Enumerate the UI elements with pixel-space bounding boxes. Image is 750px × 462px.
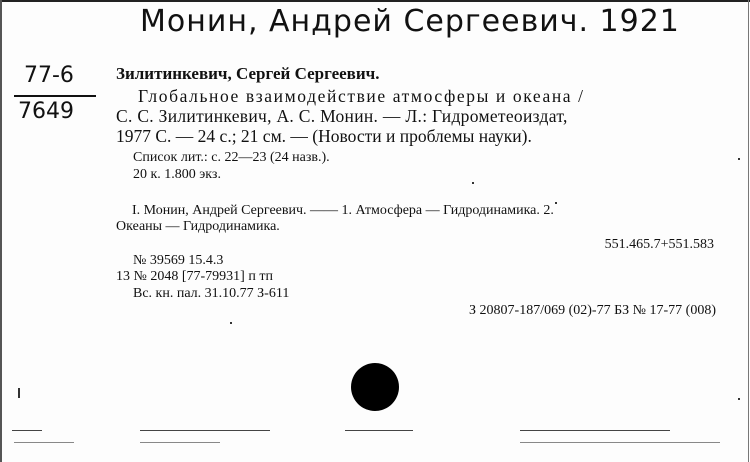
card-top-edge [0,0,750,2]
tracings-line-2: Океаны — Гидродинамика. [116,219,280,234]
speck [230,322,232,324]
speck [18,388,20,398]
footer-rule [345,430,413,431]
title-line-3: 1977 С. — 24 с.; 21 см. — (Новости и проблемы науки). [116,126,532,146]
record-number-2: 13 № 2048 [77-79931] п тп [116,269,273,284]
footer-rule [14,442,74,443]
shelf-mark-divider [14,95,96,97]
shelf-mark-bottom: 7649 [18,99,74,124]
title-line-2: С. С. Зилитинкевич, А. С. Монин. — Л.: Гидрометеоиздат, [116,106,568,126]
bbk-code: З 20807-187/069 (02)-77 БЗ № 17-77 (008) [469,303,716,318]
card-right-edge [748,0,749,462]
footer-rule [520,430,670,431]
footer-rule [520,442,720,443]
title-line-1: Глобальное взаимодействие атмосферы и океана / [138,86,585,106]
speck [555,202,557,204]
tracings-line-1: I. Монин, Андрей Сергеевич. —— 1. Атмосфера — Гидродинамика. 2. [132,203,554,218]
bibliography-note: Список лит.: с. 22—23 (24 назв.). [133,150,330,165]
footer-rule [140,430,270,431]
record-number-3: Вс. кн. пал. 31.10.77 З-611 [133,286,290,301]
record-number-1: № 39569 15.4.3 [133,253,224,268]
author-heading: Зилитинкевич, Сергей Сергеевич. [116,64,380,83]
shelf-mark-top: 77-6 [24,63,74,88]
speck [472,182,474,184]
footer-rule [140,442,220,443]
speck [738,398,740,400]
speck [738,158,740,160]
footer-rule [12,430,42,431]
card-punch-hole [351,363,399,411]
udc-classification: 551.465.7+551.583 [604,237,714,252]
handwritten-heading: Монин, Андрей Сергеевич. 1921 [140,4,680,39]
card-left-edge [0,0,2,462]
price-copies-note: 20 к. 1.800 экз. [133,167,221,182]
